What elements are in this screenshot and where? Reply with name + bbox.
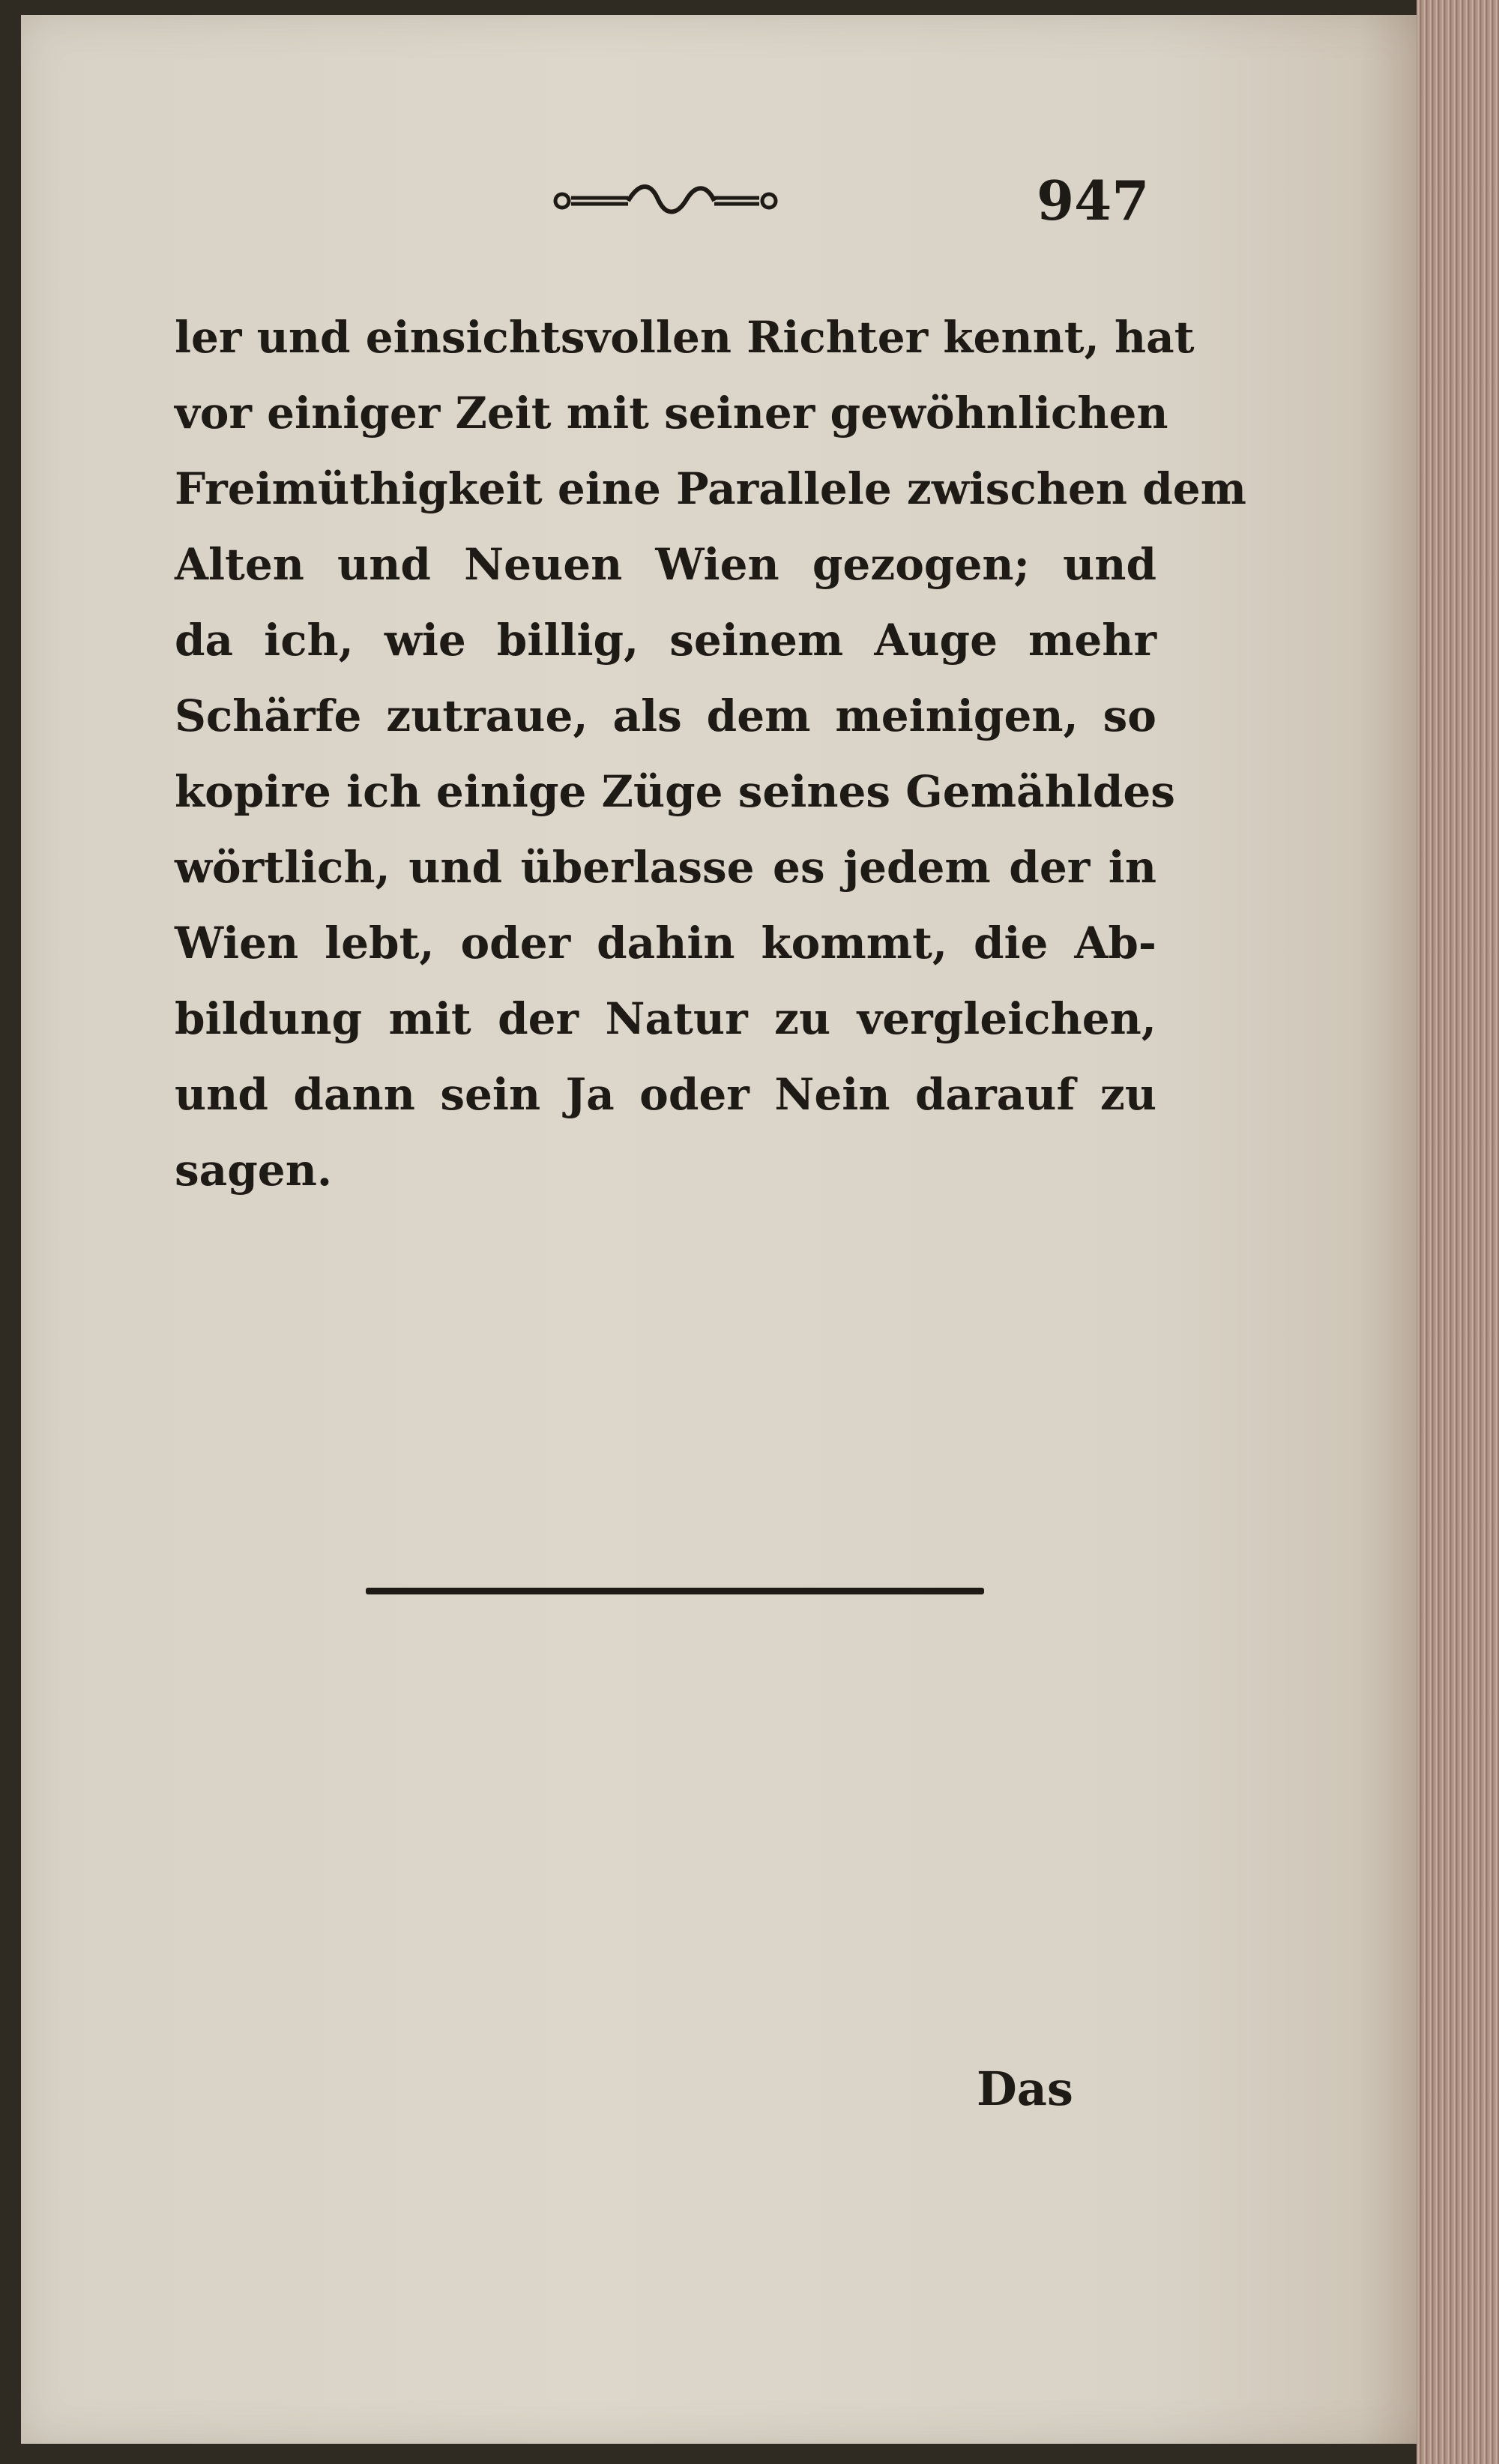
text-line: Alten und Neuen Wien gezogen; und xyxy=(175,539,1156,590)
section-divider-rule xyxy=(366,1588,984,1594)
text-line: kopire ich einige Züge seines Gemähldes xyxy=(175,766,1175,817)
text-line: sagen. xyxy=(175,1145,333,1196)
body-text xyxy=(175,300,1247,1208)
text-line: da ich, wie billig, seinem Auge mehr xyxy=(175,615,1156,666)
text-line: wörtlich, und überlasse es jedem der in xyxy=(175,842,1156,893)
page-number: 947 xyxy=(1037,169,1150,232)
text-line: und dann sein Ja oder Nein darauf zu xyxy=(175,1069,1156,1120)
header-ornament-icon xyxy=(546,178,785,223)
text-line: Freimüthigkeit eine Parallele zwischen dem xyxy=(175,463,1247,514)
text-line: bildung mit der Natur zu vergleichen, xyxy=(175,993,1156,1044)
text-line: Wien lebt, oder dahin kommt, die Ab- xyxy=(175,918,1156,969)
paper-sheet xyxy=(21,15,1430,2444)
text-line: ler und einsichtsvollen Richter kennt, hat xyxy=(175,312,1195,363)
book-page-edges xyxy=(1417,0,1499,2464)
text-line: Schärfe zutraue, als dem meinigen, so xyxy=(175,690,1156,741)
text-line: vor einiger Zeit mit seiner gewöhnlichen xyxy=(175,388,1168,439)
catchword: Das xyxy=(977,2061,1073,2116)
